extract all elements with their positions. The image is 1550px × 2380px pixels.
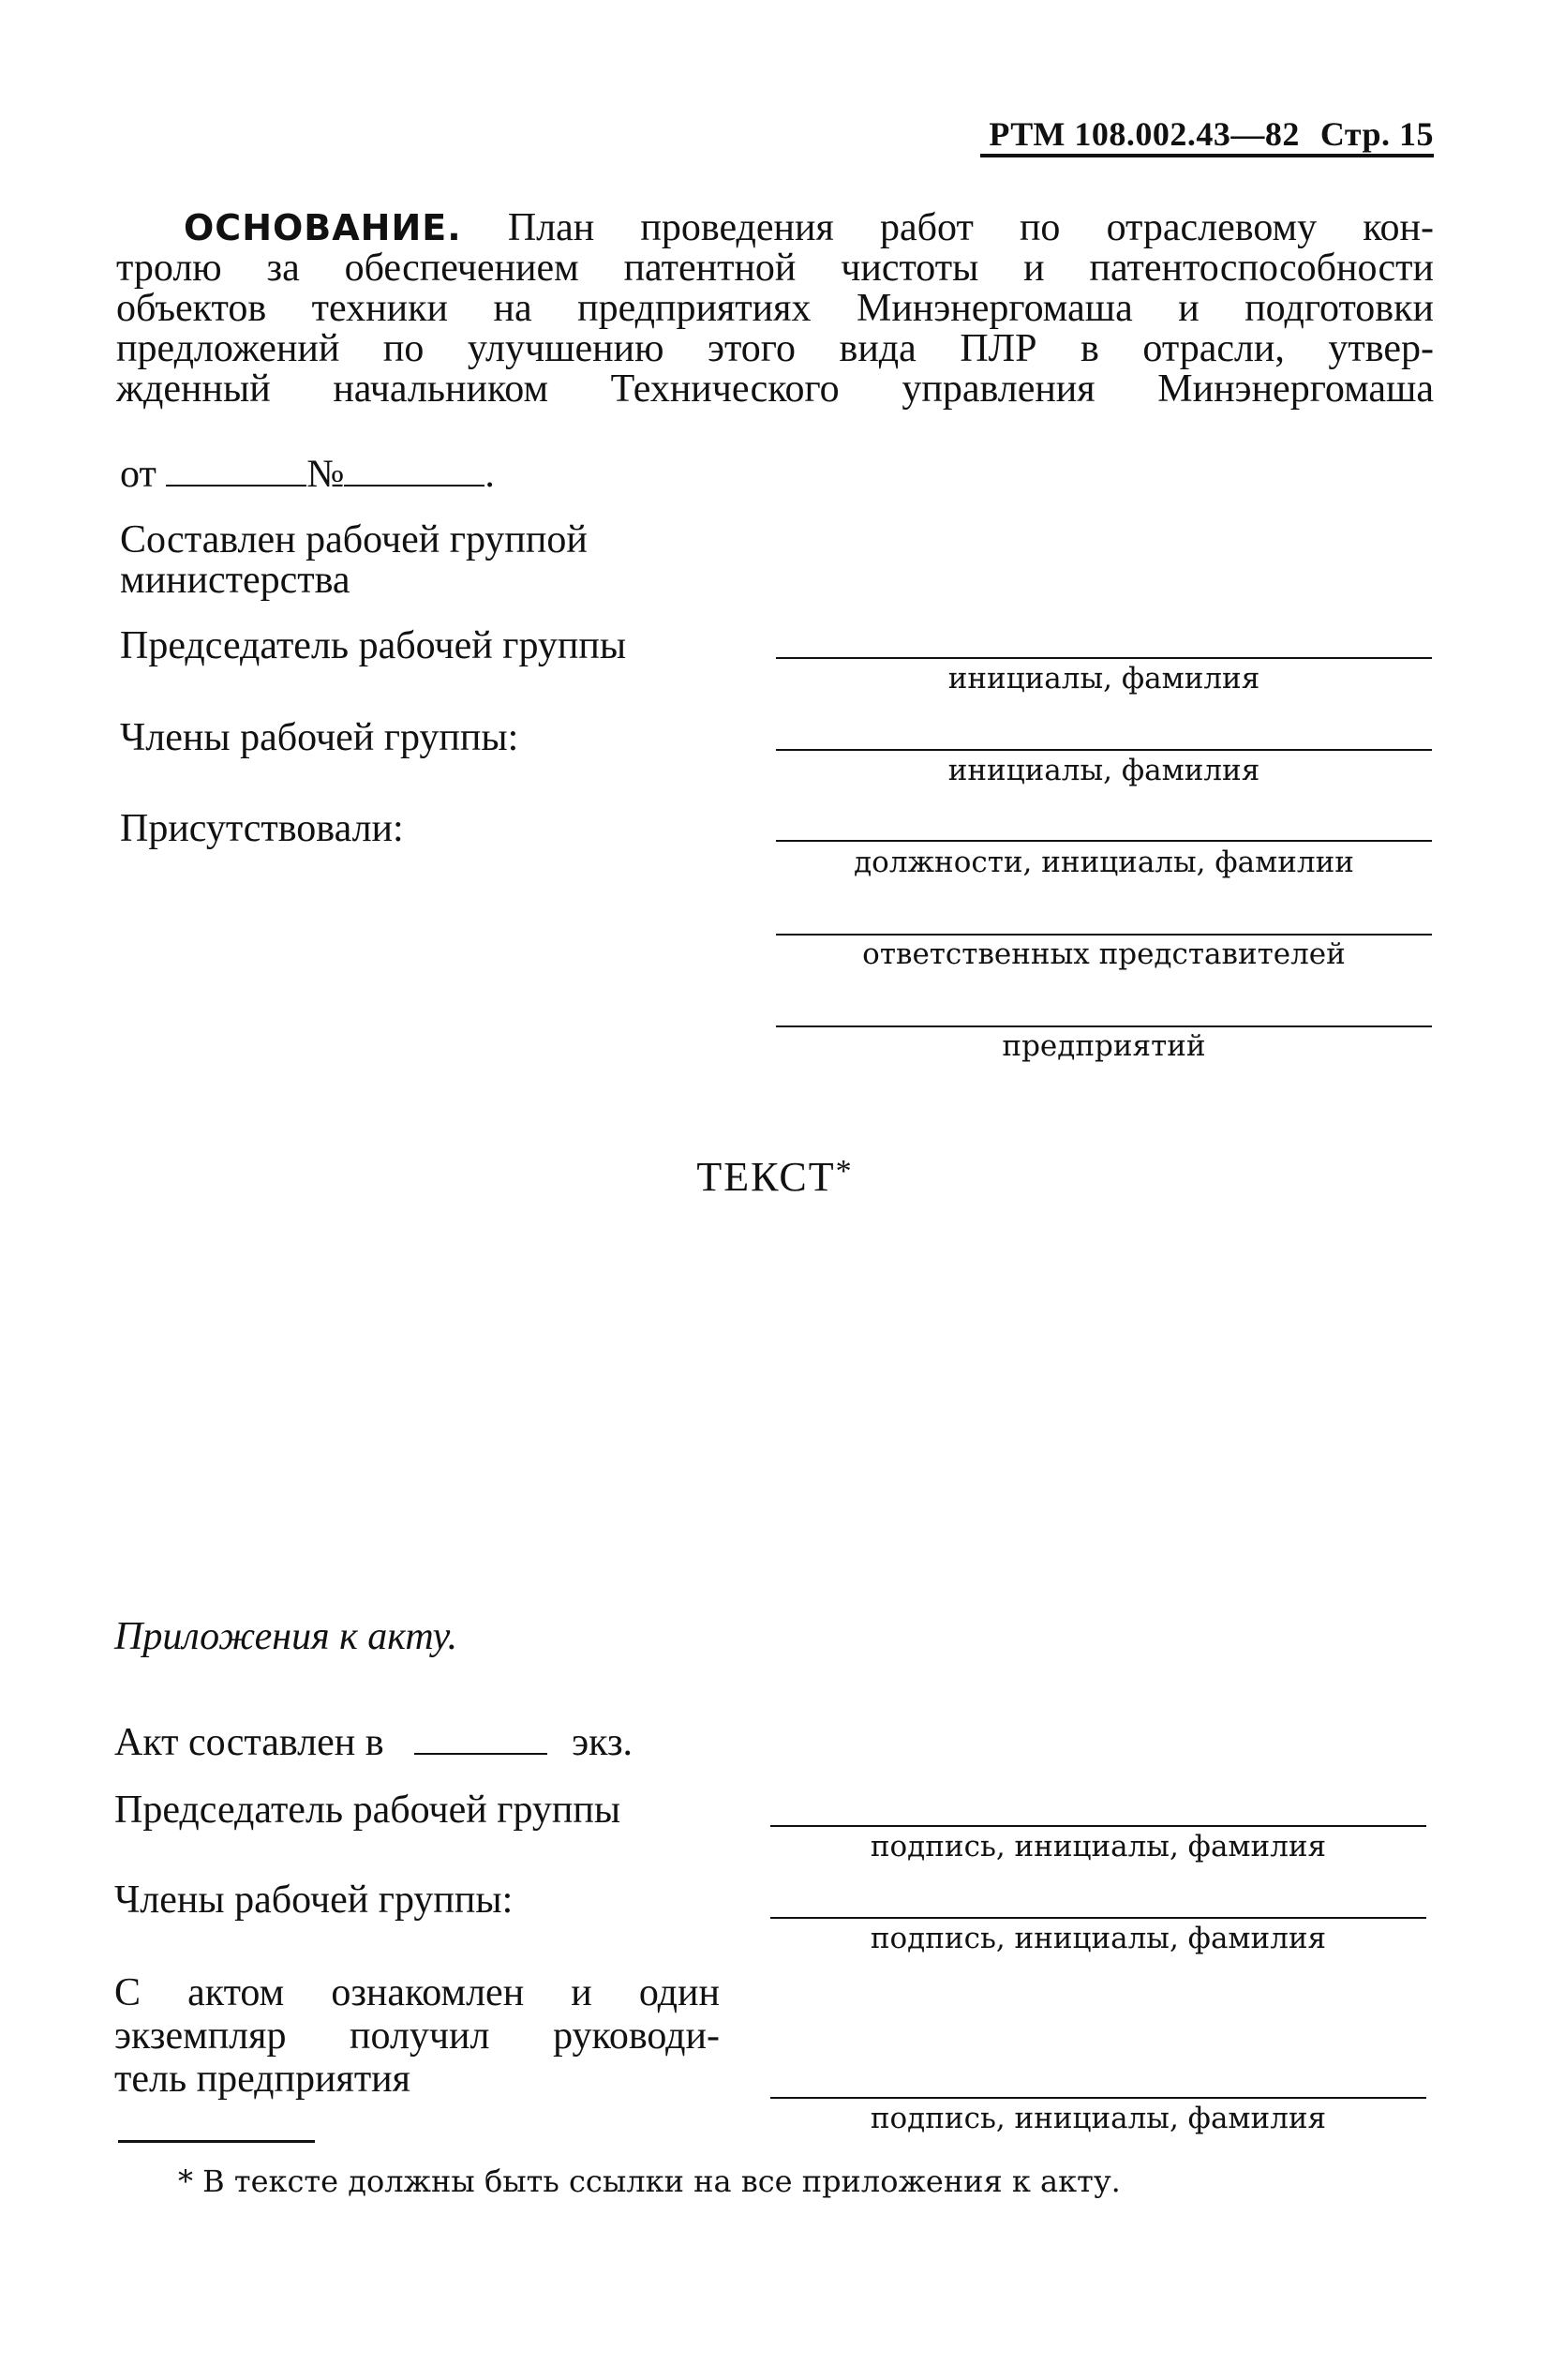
copies-line [114, 1723, 633, 1763]
members-sign-caption: подпись, инициалы, фамилия [870, 1922, 1327, 1955]
members-caption: инициалы, фамилия [947, 754, 1260, 787]
chairman-sign-label: Председатель рабочей группы [114, 1789, 621, 1832]
present-signature-line-3[interactable] [776, 1025, 1432, 1027]
present-caption-enterprises: предприятий [1002, 1029, 1206, 1063]
present-signature-line-2[interactable] [776, 934, 1432, 936]
text-heading [0, 1153, 1550, 1201]
number-blank[interactable] [344, 458, 484, 486]
composed-by-line-1: Составлен рабочей группой [120, 518, 588, 561]
copies-prefix: Акт составлен в [114, 1721, 384, 1764]
from-label: от [120, 453, 156, 496]
appendix-title: Приложения к акту. [114, 1615, 458, 1658]
basis-line-2: тролю за обеспечением патентной чистоты и патентоспособности [116, 247, 1434, 290]
present-caption-representatives: ответственных представителей [862, 937, 1346, 971]
basis-line-1-text: План проведения работ по отраслевому кон- [507, 206, 1434, 249]
basis-line-4: предложений по улучшению этого вида ПЛР в отрасли, утвер- [116, 327, 1434, 370]
members-sign-label: Члены рабочей группы: [114, 1879, 514, 1922]
number-sign: № [306, 453, 345, 496]
present-caption-positions: должности, инициалы, фамилии [854, 846, 1354, 879]
running-header [989, 114, 1434, 154]
present-signature-line-1[interactable] [776, 840, 1432, 842]
header-rule [980, 154, 1434, 157]
members-signature-line[interactable] [776, 749, 1432, 751]
composed-by-line-2: министерства [120, 559, 350, 602]
acquainted-line-1: С актом ознакомлен и один [114, 1971, 720, 2014]
document-code: РТМ 108.002.43—82 [989, 115, 1300, 153]
chairman-sign-caption: подпись, инициалы, фамилия [870, 1830, 1327, 1864]
acquainted-line-3: тель предприятия [114, 2058, 410, 2101]
footnote: * В тексте должны быть ссылки на все приложения к акту. [178, 2163, 1121, 2199]
present-label: Присутствовали: [120, 807, 404, 850]
chairman-caption: инициалы, фамилия [947, 662, 1260, 696]
members-label: Члены рабочей группы: [120, 716, 519, 759]
chairman-sign-line[interactable] [770, 1825, 1426, 1827]
date-blank[interactable] [166, 458, 306, 486]
basis-line-5: жденный начальником Технического управления Минэнергомаша [116, 367, 1434, 411]
text-heading-title: ТЕКСТ [696, 1154, 836, 1200]
copies-blank[interactable] [414, 1727, 547, 1755]
basis-label: ОСНОВАНИЕ. [184, 207, 462, 248]
acquainted-sign-caption: подпись, инициалы, фамилия [870, 2102, 1327, 2135]
acquainted-sign-line[interactable] [770, 2097, 1426, 2099]
from-line-end: . [484, 453, 495, 496]
date-number-line [120, 452, 495, 497]
page-number: Стр. 15 [1319, 115, 1434, 153]
basis-paragraph [116, 208, 1434, 410]
chairman-signature-line[interactable] [776, 657, 1432, 659]
chairman-label: Председатель рабочей группы [120, 624, 627, 667]
footnote-rule [118, 2140, 315, 2143]
text-heading-footnote-mark: * [835, 1154, 854, 1189]
members-sign-line[interactable] [770, 1917, 1426, 1919]
basis-line-1 [116, 208, 1434, 248]
acquainted-line-2: экземпляр получил руководи- [114, 2014, 720, 2058]
basis-line-3: объектов техники на предприятиях Минэнергомаша и подготовки [116, 287, 1434, 330]
copies-suffix: экз. [572, 1721, 633, 1764]
